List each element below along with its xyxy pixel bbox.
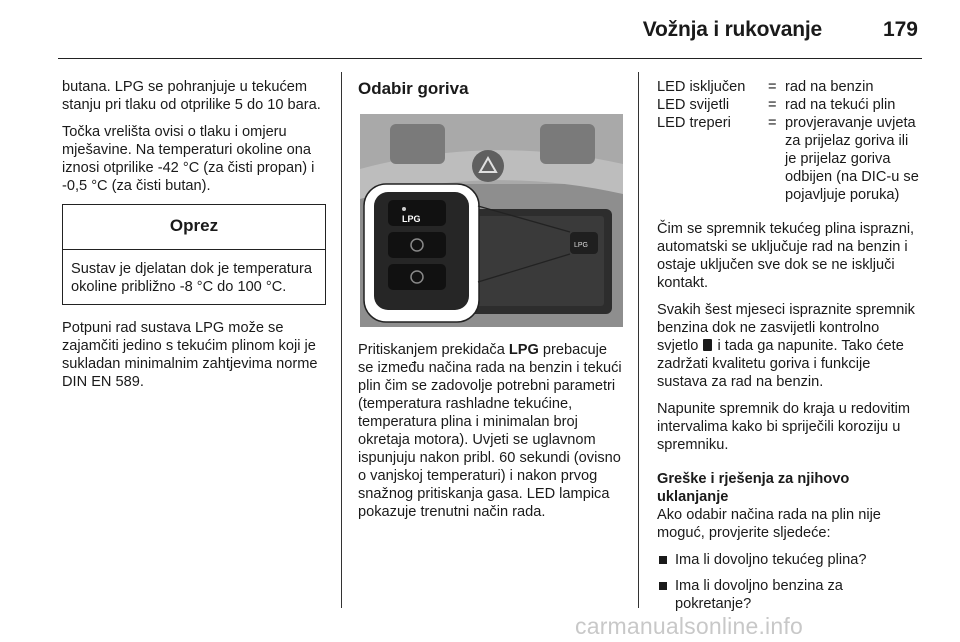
subheading: Greške i rješenja za njihovo uklanjanje	[657, 471, 850, 505]
paragraph: Svakih šest mjeseci ispraznite spremnik benzina dok ne zasvijetli kontrolno svjetlo i tada ga napunite. Tako ćete zadržati kvalitetu goriva i funkcije sustava za rad na benzin.	[657, 302, 915, 390]
header-rule	[58, 58, 922, 59]
paragraph: Pritiskanjem prekidača LPG prebacuje se između načina rada na benzin i tekući plin čim se zadovolje potrebni parametri (temperatura rashladne tekućine, temperatura plina i minimalan broj okretaja motora). Uvjeti se uglavnom ispunjuju nakon pribl. 60 sekundi (ovisno o vanjskoj temperaturi) i nakon prvog snažnog pritiskanja gasa. LED lampica pokazuje trenutni način rada.	[358, 342, 622, 520]
led-row: LED svijetli = rad na tekući plin	[657, 97, 896, 113]
led-status-table	[657, 78, 923, 204]
column-1	[62, 78, 326, 400]
fuel-pump-icon	[703, 339, 712, 351]
paragraph: Točka vrelišta ovisi o tlaku i omjeru mješavine. Na temperaturi okoline ona iznosi otprilike -42 °C (za čisti propan) i -0,5 °C (za čisti butan).	[62, 124, 315, 194]
section-heading: Odabir goriva	[358, 79, 469, 98]
lpg-switch-label: LPG	[508, 342, 539, 358]
column-divider-2	[638, 72, 639, 608]
caution-text: Sustav je djelatan dok je temperatura okoline približno -8 °C do 100 °C.	[71, 261, 312, 295]
page-header	[58, 8, 920, 54]
column-divider-1	[341, 72, 342, 608]
svg-text:LPG: LPG	[574, 242, 589, 249]
column-3	[657, 78, 923, 621]
list-item: Ima li dovoljno benzina za pokretanje?	[657, 577, 923, 613]
list-item: Ima li dovoljno tekućeg plina?	[657, 551, 923, 569]
paragraph: Potpuni rad sustava LPG može se zajamčiti jedino s tekućim plinom koji je sukladan minimalnim zahtjevima norme DIN EN 589.	[62, 320, 318, 390]
paragraph: Napunite spremnik do kraja u redovitim intervalima kako bi spriječili koroziju u spremniku.	[657, 401, 911, 453]
paragraph: Ako odabir načina rada na plin nije moguć, provjerite sljedeće:	[657, 507, 881, 541]
check-list	[657, 551, 923, 613]
paragraph: Čim se spremnik tekućeg plina isprazni, automatski se uključuje rad na benzin i ostaje uključen sve dok se ne isključi kontakt.	[657, 221, 915, 291]
watermark: carmanualsonline.info	[575, 613, 803, 639]
led-row: LED treperi = provjeravanje uvjeta za prijelaz goriva ili je prijelaz goriva odbijen (na DIC-u se pojavljuje poruka)	[657, 115, 919, 203]
lpg-button-label: LPG	[402, 214, 421, 224]
led-row: LED isključen = rad na benzin	[657, 79, 874, 95]
dashboard-figure	[360, 114, 623, 327]
page-title: Vožnja i rukovanje	[642, 18, 822, 41]
column-2	[358, 78, 626, 530]
caution-title: Oprez	[63, 205, 325, 250]
paragraph: butana. LPG se pohranjuje u tekućem stanju pri tlaku od otprilike 5 do 10 bara.	[62, 79, 321, 113]
page-number: 179	[882, 18, 918, 41]
caution-box	[62, 204, 326, 305]
